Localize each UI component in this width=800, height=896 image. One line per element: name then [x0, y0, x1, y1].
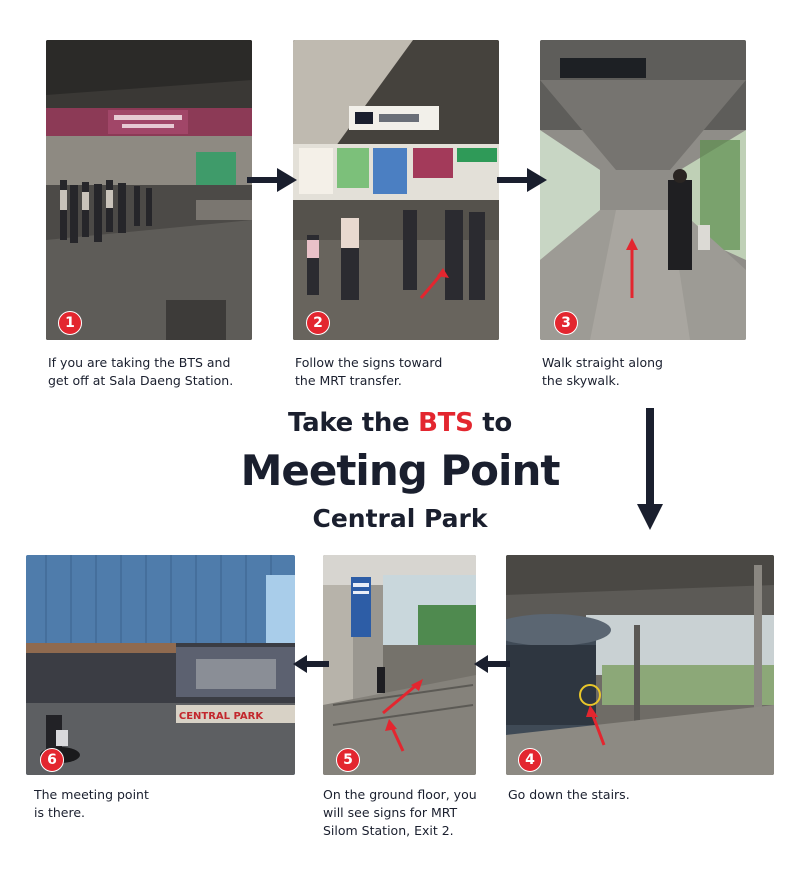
- step-2-photo: [293, 40, 499, 340]
- caption-line: On the ground floor, you: [323, 787, 477, 802]
- step-6-badge: 6: [40, 748, 64, 772]
- step-4-photo: [506, 555, 774, 775]
- step-5-caption: [323, 786, 477, 840]
- caption-line: Go down the stairs.: [508, 787, 630, 802]
- title-accent: BTS: [418, 408, 474, 438]
- step-1-badge: 1: [58, 311, 82, 335]
- caption-line: Walk straight along: [542, 355, 663, 370]
- caption-line: the skywalk.: [542, 373, 620, 388]
- step-4-caption: [508, 786, 630, 804]
- step-3-caption: [542, 354, 663, 390]
- step-2-caption: [295, 354, 442, 390]
- title-prefix: Take the: [288, 408, 419, 438]
- station-sign-text: CENTRAL PARK: [178, 711, 264, 722]
- step-6-caption: [34, 786, 149, 822]
- caption-line: get off at Sala Daeng Station.: [48, 373, 234, 388]
- step-1-photo: [46, 40, 252, 340]
- page-title: Meeting Point: [240, 446, 560, 495]
- arrow-right-icon: [497, 168, 547, 192]
- step-1-caption: [48, 354, 233, 390]
- arrow-right-icon: [247, 168, 297, 192]
- caption-line: Follow the signs toward: [295, 355, 443, 370]
- arrow-left-icon: [293, 655, 329, 673]
- step-5-photo: [323, 555, 476, 775]
- page-subtitle: Central Park: [312, 504, 488, 533]
- step-2-badge: 2: [306, 311, 330, 335]
- title-suffix: to: [473, 408, 512, 438]
- caption-line: will see signs for MRT: [323, 805, 458, 820]
- caption-line: the MRT transfer.: [295, 373, 402, 388]
- title-line-1: [0, 408, 800, 438]
- step-3-photo: [540, 40, 746, 340]
- caption-line: If you are taking the BTS and: [48, 355, 231, 370]
- caption-line: The meeting point: [34, 787, 149, 802]
- arrow-left-icon: [474, 655, 510, 673]
- step-5-badge: 5: [336, 748, 360, 772]
- step-3-badge: 3: [554, 311, 578, 335]
- step-6-photo: [26, 555, 295, 775]
- step-4-badge: 4: [518, 748, 542, 772]
- caption-line: Silom Station, Exit 2.: [323, 823, 454, 838]
- caption-line: is there.: [34, 805, 86, 820]
